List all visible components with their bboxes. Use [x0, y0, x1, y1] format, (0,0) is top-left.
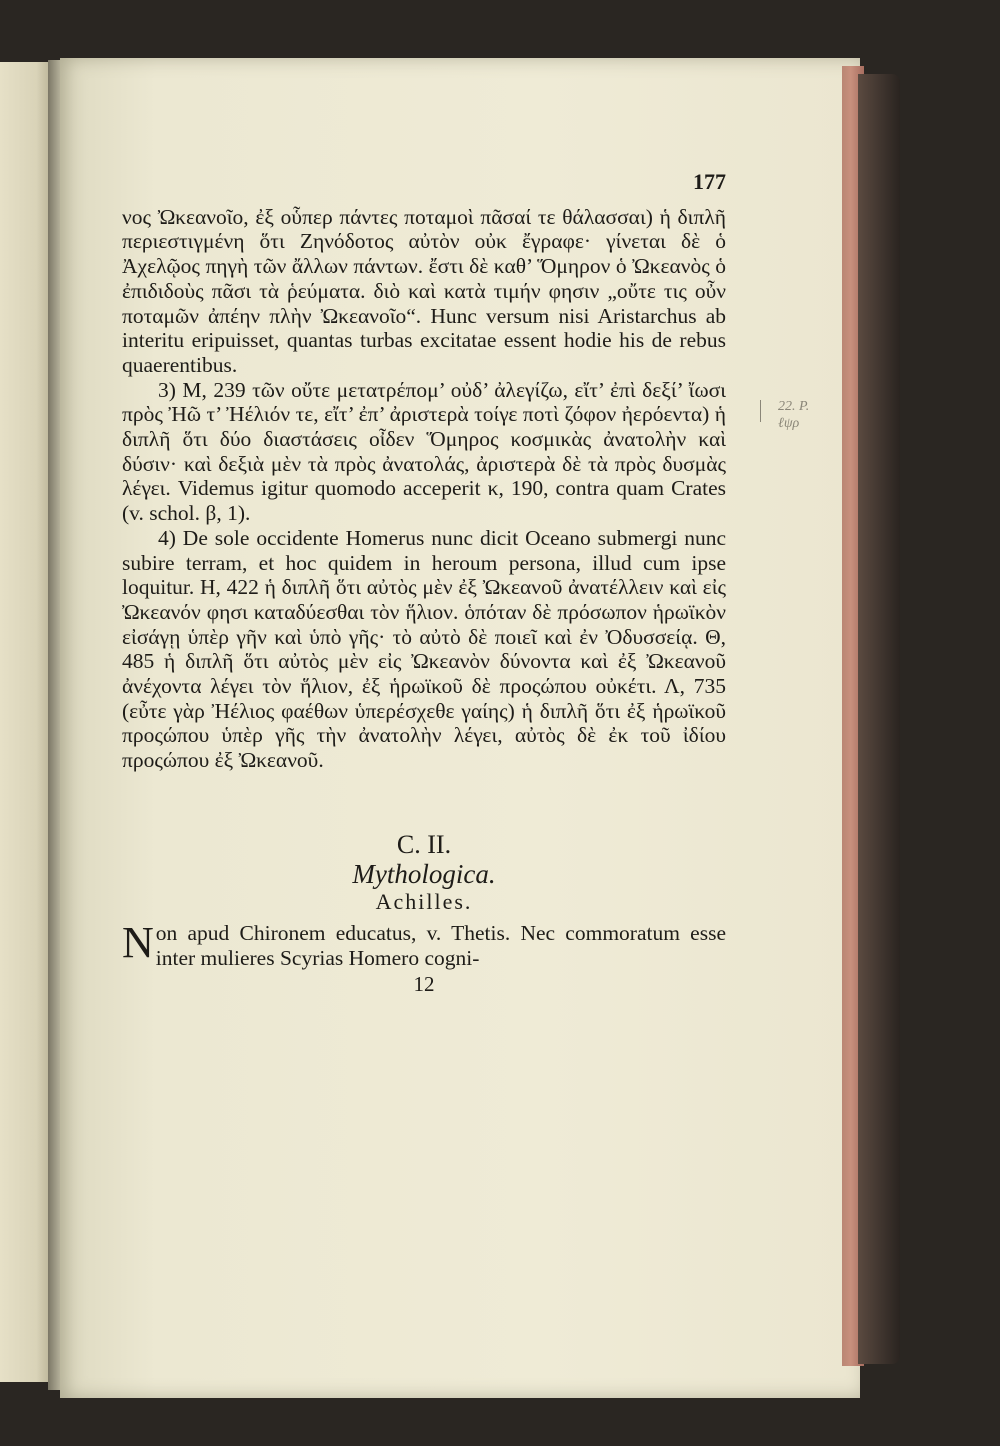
page-number: 177 [693, 169, 726, 194]
margin-note: 22. P. ℓψρ [778, 399, 810, 431]
paragraph-2: 3) M, 239 τῶν οὔτε μετατρέπομ’ οὐδ’ ἀλεγίζω, εἴτ’ ἐπὶ δεξί’ ἴωσι πρὸς Ἠῶ τ’ Ἠέλιόν τε, εἴτ’ ἐπ’ ἀριστερὰ τοίγε ποτὶ ζόφον ἠερόεντα) ἡ διπλῆ ὅτι δύο διαστάσεις οἶδεν Ὅμηρος κοσμικὰς ἀνατολὴν καὶ δύσιν· καὶ δεξιὰ μὲν τὰ πρὸς ἀνατολάς, ἀριστερὰ δὲ τὰ πρὸς δυσμὰς λέγει. Videmus igitur quomodo acceperit κ, 190, contra quam Crates (v. schol. β, 1). [122, 377, 726, 526]
margin-pencil-mark [760, 400, 761, 422]
chapter-heading: C. II. [396, 829, 452, 859]
paragraph-1: νος Ὠκεανοῖο, ἐξ οὗπερ πάντες ποταμοὶ πᾶσαί τε θάλασσαι) ἡ διπλῆ περιεστιγμένη ὅτι Ζηνόδοτος αὐτὸν οὐκ ἔγραφε· γίνεται δὲ ὁ Ἀχελῷος πηγὴ τῶν ἄλλων πάντων. ἔστι δὲ καθ’ Ὅμηρον ὁ Ὠκεανὸς ὁ ἐπιδιδοὺς πᾶσι τὰ ῥεύματα. διὸ καὶ κατὰ τιμήν φησιν „οὔτε τις οὖν ποταμῶν ἀπέην πλὴν Ὠκεανοῖο“. Hunc versum nisi Aristarchus ab interitu eripuisset, quantas turbas excitatae essent hodie his de rebus quaerentibus. [122, 204, 726, 377]
paragraph-3: 4) De sole occidente Homerus nunc dicit Oceano submergi nunc subire terram, et hoc quidem in heroum persona, illud cum ipse loquitur. H, 422 ἡ διπλῆ ὅτι αὐτὸς μὲν ἐξ Ὠκεανοῦ ἀνατέλλειν καὶ εἰς Ὠκεανόν φησι καταδύεσθαι τὸν ἥλιον. ὁπόταν δὲ πρόσωπον ἡρωϊκὸν εἰσάγῃ ὑπὲρ γῆν καὶ ὑπὸ γῆς· τὸ αὐτὸ δὲ ποιεῖ καὶ ἐν Ὀδυσσείᾳ. Θ, 485 ἡ διπλῆ ὅτι αὐτὸς μὲν εἰς Ὠκεανὸν δύνοντα καὶ ἐξ Ὠκεανοῦ ἀνέχοντα λέγει τὸν ἥλιον, ἐξ ἡρωϊκοῦ δὲ προςώπου οὐκέτι. Λ, 735 (εὖτε γὰρ Ἠέλιος φαέθων ὑπερέσχεθε γαίης) ἡ διπλῆ ὅτι ἐξ ἡρωϊκοῦ προςώπου ὑπὲρ γῆς τὴν ἀνατολὴν λέγει, αὐτὸς δὲ ἐκ τοῦ ἰδίου προςώπου ἐξ Ὠκεανοῦ. [122, 525, 726, 773]
book-cover [858, 74, 900, 1364]
subsection-heading: Achilles. [375, 889, 473, 915]
drop-cap: N [122, 917, 154, 967]
final-paragraph [122, 917, 726, 970]
left-page-edge [0, 62, 52, 1382]
page-text [122, 170, 726, 997]
section-heading: Mythologica. [352, 858, 496, 889]
signature-mark: 12 [413, 972, 435, 997]
final-paragraph-text: on apud Chironem educatus, v. Thetis. Nec commoratum esse inter mulieres Scyrias Homero cogni- [155, 920, 726, 970]
